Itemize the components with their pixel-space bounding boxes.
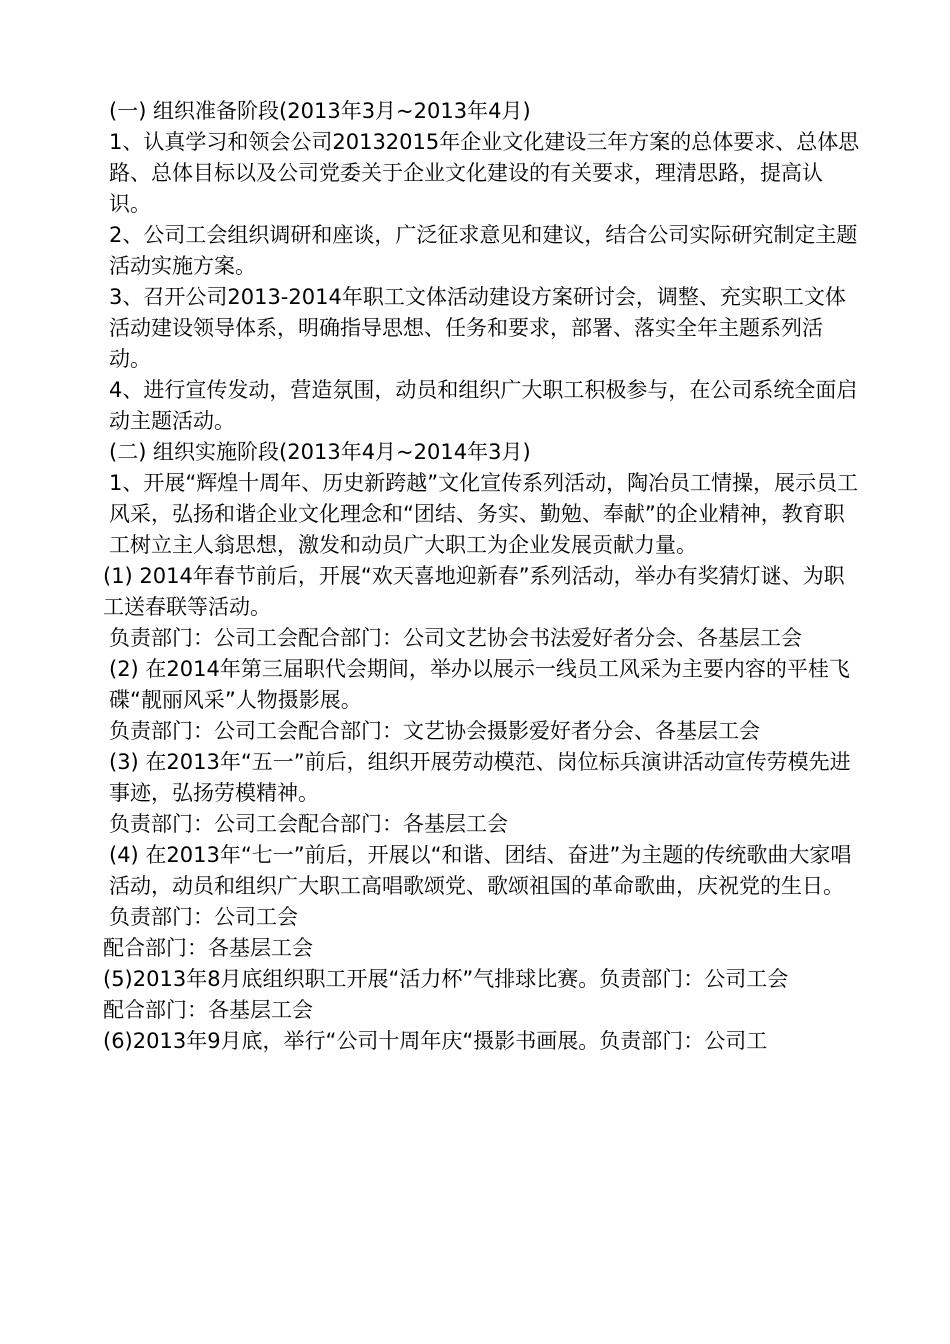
activity-item-6: (6)2013年9月底，举行“公司十周年庆“摄影书画展。负责部门：公司工: [103, 1029, 768, 1053]
responsible-dept-3: 负责部门：公司工会配合部门：各基层工会: [109, 812, 508, 836]
responsible-dept-4: 负责部门：公司工会: [109, 905, 298, 929]
section-heading-2: (二) 组织实施阶段(2013年4月~2014年3月): [109, 440, 531, 464]
responsible-dept-1: 负责部门：公司工会配合部门：公司文艺协会书法爱好者分会、各基层工会: [109, 626, 802, 650]
activity-item-2: (2) 在2014年第三届职代会期间，举办以展示一线员工风采为主要内容的平桂飞碟“靓丽风采”人物摄影展。: [109, 657, 850, 712]
activity-item-5: (5)2013年8月底组织职工开展“活力杯”气排球比赛。负责部门：公司工会: [103, 967, 789, 991]
activity-item-3: (3) 在2013年“五一”前后，组织开展劳动模范、岗位标兵演讲活动宣传劳模先进事迹，弘扬劳模精神。: [109, 750, 851, 805]
paragraph-1: 1、认真学习和领会公司20132015年企业文化建设三年方案的总体要求、总体思路、总体目标以及公司党委关于企业文化建设的有关要求，理清思路，提高认识。: [109, 130, 860, 216]
responsible-dept-2: 负责部门：公司工会配合部门：文艺协会摄影爱好者分会、各基层工会: [109, 719, 760, 743]
paragraph-3: 3、召开公司2013-2014年职工文体活动建设方案研讨会，调整、充实职工文体活动建设领导体系，明确指导思想、任务和要求，部署、落实全年主题系列活动。: [109, 285, 846, 371]
paragraph-5: 1、开展“辉煌十周年、历史新跨越”文化宣传系列活动，陶冶员工情操，展示员工风采，弘扬和谐企业文化理念和“团结、务实、勤勉、奉献”的企业精神，教育职工树立主人翁思想，激发和动员广大职工为企业发展贡献力量。: [109, 471, 859, 557]
paragraph-4: 4、进行宣传发动，营造氛围，动员和组织广大职工积极参与，在公司系统全面启动主题活动。: [109, 378, 858, 433]
activity-item-4: (4) 在2013年“七一”前后，开展以“和谐、团结、奋进”为主题的传统歌曲大家唱活动，动员和组织广大职工高唱歌颂党、歌颂祖国的革命歌曲，庆祝党的生日。: [109, 843, 852, 898]
activity-item-1: (1) 2014年春节前后，开展“欢天喜地迎新春”系列活动，举办有奖猜灯谜、为职工送春联等活动。: [103, 564, 845, 619]
cooperating-dept-4: 配合部门：各基层工会: [103, 936, 313, 960]
cooperating-dept-5: 配合部门：各基层工会: [103, 998, 313, 1022]
section-heading-1: (一) 组织准备阶段(2013年3月~2013年4月): [109, 99, 531, 123]
document-body: [103, 96, 863, 1057]
paragraph-2: 2、公司工会组织调研和座谈，广泛征求意见和建议，结合公司实际研究制定主题活动实施方案。: [109, 223, 858, 278]
